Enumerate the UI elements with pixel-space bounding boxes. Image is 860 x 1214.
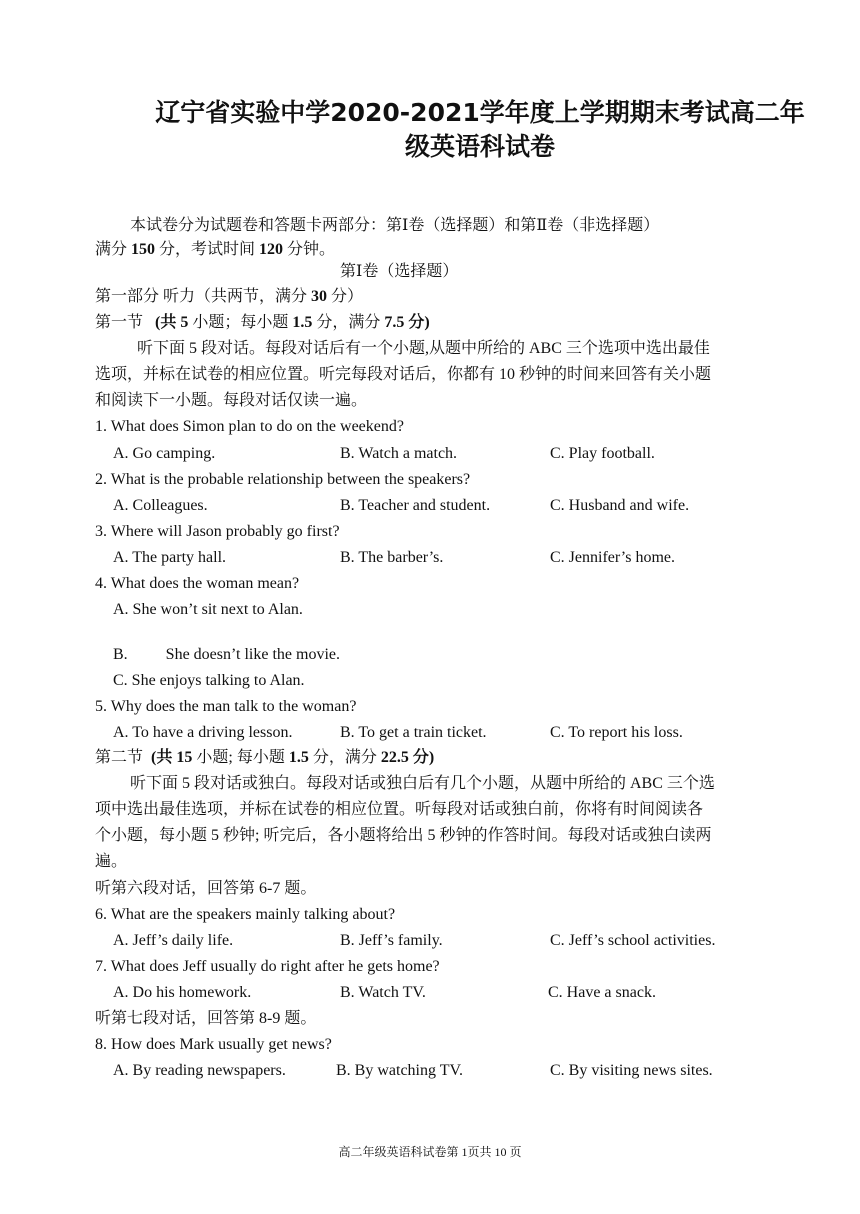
question-1-option-a: A. Go camping. xyxy=(113,445,216,462)
section-2-instruction-1: 听下面 5 段对话或独白。每段对话或独白后有几个小题，从题中所给的 ABC 三个选 xyxy=(130,775,715,792)
question-2-stem: 2. What is the probable relationship between the speakers? xyxy=(95,471,471,488)
section-1-instruction-3: 和阅读下一小题。每段对话仅读一遍。 xyxy=(95,392,368,409)
question-4-option-b: B. She doesn’t like the movie. xyxy=(113,646,341,663)
section-2-heading: 第二节 (共 15 小题; 每小题 1.5 分，满分 22.5 分) xyxy=(95,749,435,766)
question-2-option-b: B. Teacher and student. xyxy=(340,497,491,514)
question-8-option-a: A. By reading newspapers. xyxy=(113,1062,286,1079)
question-1-option-b: B. Watch a match. xyxy=(340,445,458,462)
section-2-instruction-4: 遍。 xyxy=(95,853,128,870)
question-5-option-c: C. To report his loss. xyxy=(550,724,683,741)
section-2-instruction-2: 项中选出最佳选项，并标在试卷的相应位置。听每段对话或独白前，你将有时间阅读各 xyxy=(95,801,704,818)
intro-line-1: 本试卷分为试题卷和答题卡两部分：第Ⅰ卷（选择题）和第Ⅱ卷（非选择题） xyxy=(130,217,660,234)
question-4-option-a: A. She won’t sit next to Alan. xyxy=(113,601,303,618)
part-1-heading: 第一部分 听力（共两节，满分 30 分） xyxy=(95,288,364,305)
question-6-stem: 6. What are the speakers mainly talking about? xyxy=(95,906,396,923)
question-8-option-b: B. By watching TV. xyxy=(336,1062,463,1079)
question-7-stem: 7. What does Jeff usually do right after he gets home? xyxy=(95,958,440,975)
question-4-stem: 4. What does the woman mean? xyxy=(95,575,300,592)
question-7-option-c: C. Have a snack. xyxy=(548,984,656,1001)
section-2-instruction-3: 个小题，每小题 5 秒钟; 听完后，各小题将给出 5 秒钟的作答时间。每段对话或独白读两 xyxy=(95,827,712,844)
question-6-option-c: C. Jeff’s school activities. xyxy=(550,932,716,949)
dialogue-6-heading: 听第六段对话，回答第 6-7 题。 xyxy=(95,880,317,897)
question-2-option-c: C. Husband and wife. xyxy=(550,497,690,514)
question-2-option-a: A. Colleagues. xyxy=(113,497,208,514)
section-1-heading: 第一节 (共 5 小题；每小题 1.5 分，满分 7.5 分) xyxy=(95,314,430,331)
question-1-option-c: C. Play football. xyxy=(550,445,655,462)
question-4-option-c: C. She enjoys talking to Alan. xyxy=(113,672,305,689)
question-6-option-b: B. Jeff’s family. xyxy=(340,932,443,949)
question-3-option-c: C. Jennifer’s home. xyxy=(550,549,676,566)
question-5-option-b: B. To get a train ticket. xyxy=(340,724,487,741)
question-7-option-a: A. Do his homework. xyxy=(113,984,252,1001)
title-line-1: 辽宁省实验中学2020-2021学年度上学期期末考试高二年 xyxy=(155,98,805,127)
title-line-2: 级英语科试卷 xyxy=(404,132,555,161)
question-1-stem: 1. What does Simon plan to do on the weekend? xyxy=(95,418,404,435)
question-3-option-b: B. The barber’s. xyxy=(340,549,444,566)
page-footer: 高二年级英语科试卷第 1页共 10 页 xyxy=(338,1145,522,1159)
volume-1-heading: 第Ⅰ卷（选择题） xyxy=(340,263,459,280)
question-3-option-a: A. The party hall. xyxy=(113,549,227,566)
question-8-option-c: C. By visiting news sites. xyxy=(550,1062,713,1079)
section-1-instruction-2: 选项，并标在试卷的相应位置。听完每段对话后，你都有 10 秒钟的时间来回答有关小题 xyxy=(95,366,712,383)
question-3-stem: 3. Where will Jason probably go first? xyxy=(95,523,340,540)
intro-line-2: 满分 150 分，考试时间 120 分钟。 xyxy=(95,241,336,258)
question-5-option-a: A. To have a driving lesson. xyxy=(113,724,293,741)
section-1-instruction-1: 听下面 5 段对话。每段对话后有一个小题,从题中所给的 ABC 三个选项中选出最佳 xyxy=(137,340,710,357)
question-5-stem: 5. Why does the man talk to the woman? xyxy=(95,698,357,715)
question-8-stem: 8. How does Mark usually get news? xyxy=(95,1036,332,1053)
dialogue-7-heading: 听第七段对话，回答第 8-9 题。 xyxy=(95,1010,317,1027)
question-7-option-b: B. Watch TV. xyxy=(340,984,426,1001)
question-6-option-a: A. Jeff’s daily life. xyxy=(113,932,234,949)
